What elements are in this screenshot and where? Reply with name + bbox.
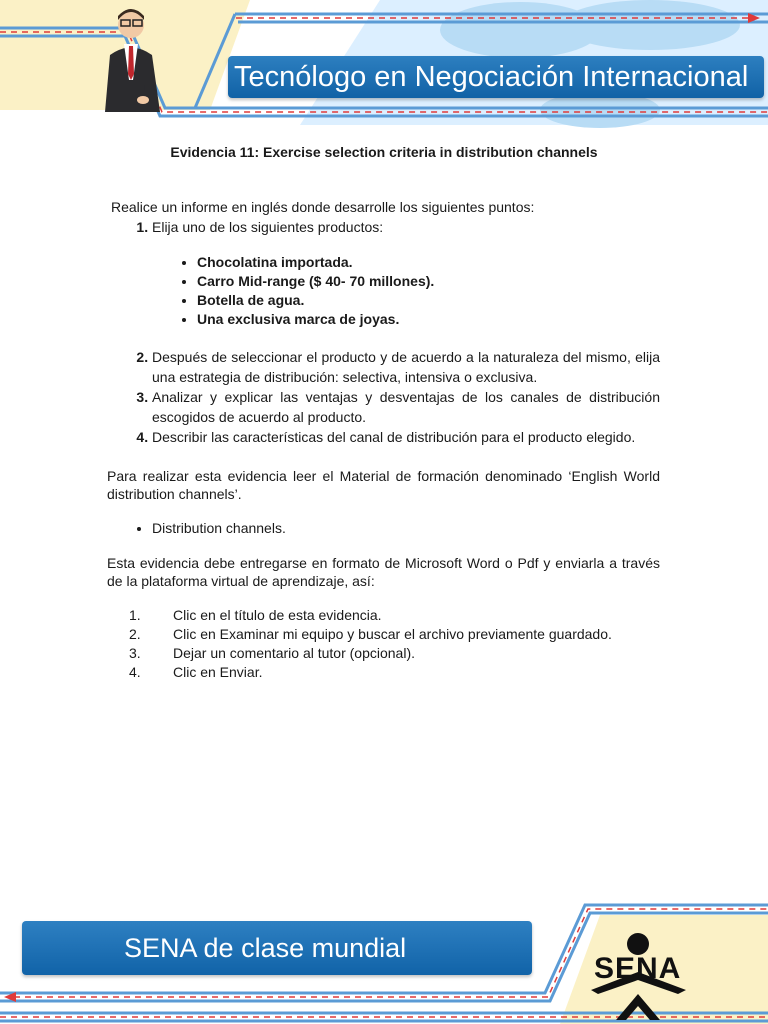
material-item: • Distribution channels. xyxy=(152,519,660,538)
step-text: Dejar un comentario al tutor (opcional). xyxy=(173,645,416,661)
steps-list xyxy=(107,606,660,682)
step-item xyxy=(107,606,660,625)
product-item: • Botella de agua. xyxy=(197,291,660,310)
task-item xyxy=(152,217,660,329)
page-header xyxy=(0,0,768,135)
task-item xyxy=(152,347,660,387)
delivery-paragraph: Esta evidencia debe entregarse en formato de Microsoft Word o Pdf y enviarla a través de la plataforma virtual de aprendizaje, así: xyxy=(107,555,660,589)
step-text: Clic en el título de esta evidencia. xyxy=(173,607,382,623)
step-number: 2. xyxy=(129,626,141,642)
material-paragraph: Para realizar esta evidencia leer el Material de formación denominado ‘English World distribution channels’. xyxy=(107,468,660,502)
product-item: • Una exclusiva marca de joyas. xyxy=(197,310,660,329)
task-text: 3. Analizar y explicar las ventajas y desventajas de los canales de distribución escogidos de acuerdo al producto. xyxy=(152,389,660,425)
header-title-banner xyxy=(228,56,764,98)
task-text: 2. Después de seleccionar el producto y de acuerdo a la naturaleza del mismo, elija una estrategia de distribución: selectiva, intensiva o exclusiva. xyxy=(152,349,660,385)
task-list xyxy=(107,217,660,447)
intro-text: Realice un informe en inglés donde desarrolle los siguientes puntos: xyxy=(111,199,535,215)
step-item xyxy=(107,625,660,644)
material-list xyxy=(107,519,660,538)
product-item: • Carro Mid-range ($ 40- 70 millones). xyxy=(197,272,660,291)
step-number: 3. xyxy=(129,645,141,661)
sena-logo-text: SENA xyxy=(594,952,682,985)
footer-slogan-banner xyxy=(22,921,532,975)
footer-slogan: SENA de clase mundial xyxy=(124,933,407,963)
product-item: • Chocolatina importada. xyxy=(197,253,660,272)
step-number: 4. xyxy=(129,664,141,680)
step-text: Clic en Enviar. xyxy=(173,664,263,680)
step-item xyxy=(107,644,660,663)
document-body xyxy=(107,198,660,682)
product-list xyxy=(152,253,660,329)
document-title: Evidencia 11: Exercise selection criteria in distribution channels xyxy=(170,144,598,160)
step-item xyxy=(107,663,660,682)
task-item xyxy=(152,427,660,447)
header-title: Tecnólogo en Negociación Internacional xyxy=(234,61,749,93)
step-number: 1. xyxy=(129,607,141,623)
task-item xyxy=(152,387,660,427)
task-text: 1. Elija uno de los siguientes productos: xyxy=(152,219,384,235)
step-text: Clic en Examinar mi equipo y buscar el archivo previamente guardado. xyxy=(173,626,612,642)
task-text: 4. Describir las características del canal de distribución para el producto elegido. xyxy=(152,429,636,445)
